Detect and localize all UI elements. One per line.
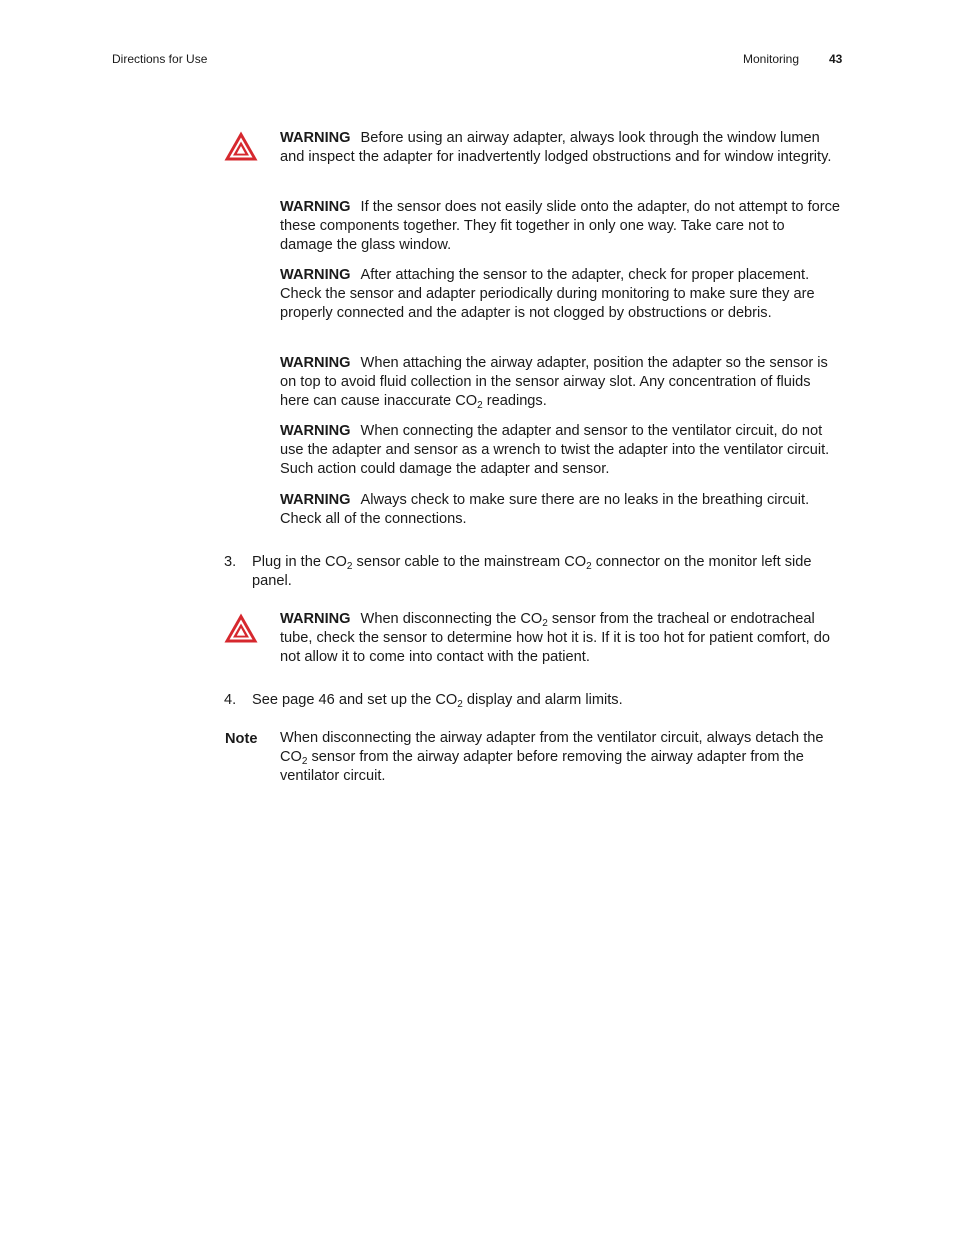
step-text (252, 691, 840, 710)
step-text-part: Plug in the CO (252, 554, 347, 570)
warning-label: WARNING (280, 423, 351, 439)
warning-label: WARNING (280, 267, 351, 283)
warning-text: When connecting the adapter and sensor to the ventilator circuit, do not use the adapter and sensor as a wrench to twist the adapter into the ventilator circuit. Such action could damage the adapter and sensor. (280, 423, 830, 477)
subscript: 2 (346, 561, 353, 572)
step-text-part: display and alarm limits. (462, 692, 623, 708)
warning-text: When disconnecting the CO (360, 611, 543, 627)
warning-label: WARNING (280, 611, 351, 627)
warning-item (280, 610, 840, 666)
step-number: 4. (224, 692, 237, 708)
warning-text: readings. (482, 392, 547, 409)
warning-item (280, 422, 840, 478)
warning-text: If the sensor does not easily slide onto the adapter, do not attempt to force these components together. They fit together in only one way. Take care not to damage the glass window. (280, 199, 841, 253)
step-text-part: See page 46 and set up the CO (252, 692, 458, 708)
subscript: 2 (542, 618, 548, 629)
running-header-section: Monitoring (743, 52, 800, 66)
warning-label: WARNING (280, 355, 351, 371)
warning-item (280, 491, 840, 529)
note-label: Note (225, 731, 258, 747)
warning-text: When attaching the airway adapter, position the adapter so the sensor is on top to avoid fluid collection in the sensor airway slot. Any concentration of fluids here can cause inaccurate CO (280, 355, 828, 409)
warning-triangle-icon (223, 130, 259, 162)
warning-triangle-icon (223, 612, 259, 644)
warning-text: sensor from the tracheal or endotracheal tube, check the sensor to determine how hot it is. If it is too hot for patient comfort, do not allow it to come into contact with the patient. (280, 611, 830, 665)
step-3 (224, 553, 840, 591)
warning-label: WARNING (280, 199, 351, 215)
page-number: 43 (829, 52, 843, 66)
subscript: 2 (477, 399, 483, 411)
running-header-title: Directions for Use (112, 52, 208, 66)
warning-item (280, 198, 840, 254)
warning-label: WARNING (280, 492, 351, 508)
warning-item (280, 266, 840, 322)
step-text (252, 553, 840, 591)
subscript: 2 (586, 561, 592, 572)
note-text-part: When disconnecting the airway adapter from the ventilator circuit, always detach the CO (280, 730, 824, 765)
warning-item (280, 129, 840, 167)
warning-text: Before using an airway adapter, always look through the window lumen and inspect the adapter for inadvertently lodged obstructions and for window integrity. (280, 130, 832, 165)
subscript: 2 (457, 699, 463, 710)
warning-item (280, 354, 840, 410)
step-text-part: sensor cable to the mainstream CO (352, 554, 587, 570)
step-4 (224, 691, 840, 710)
step-text-part: connector on the monitor left side panel. (252, 554, 812, 589)
warning-text: Always check to make sure there are no leaks in the breathing circuit. Check all of the connections. (280, 492, 810, 527)
step-number: 3. (224, 554, 237, 570)
note-text (280, 729, 840, 785)
warning-text: After attaching the sensor to the adapter, check for proper placement. Check the sensor and adapter periodically during monitoring to make sure they are properly connected and the adapter is not clogged by obstructions or debris. (280, 267, 815, 321)
note-text-part: sensor from the airway adapter before removing the airway adapter from the ventilator circuit. (280, 748, 804, 784)
warning-label: WARNING (280, 130, 351, 146)
subscript: 2 (301, 755, 308, 767)
